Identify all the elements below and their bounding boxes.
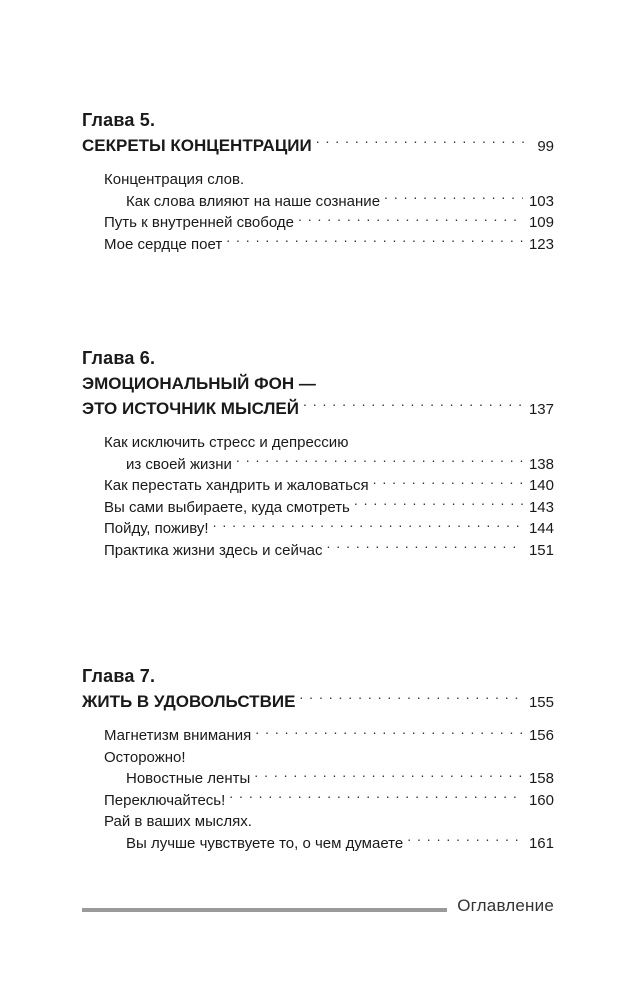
dot-leader xyxy=(226,234,523,249)
chapter-6 xyxy=(82,346,554,561)
page-number: 144 xyxy=(528,520,554,537)
entry-title: Пойду, поживу! xyxy=(104,520,209,537)
page-number: 143 xyxy=(528,498,554,516)
dot-leader xyxy=(384,191,523,206)
page-number: 137 xyxy=(528,401,554,418)
chapter-title-row[interactable] xyxy=(82,689,554,714)
dot-leader xyxy=(303,397,523,414)
entry-title: Как перестать хандрить и жаловаться xyxy=(104,477,369,494)
page-number: 151 xyxy=(528,541,554,559)
page-footer xyxy=(82,893,554,919)
footer-rule xyxy=(82,908,447,912)
page-number: 156 xyxy=(528,727,554,744)
chapter-title-line: ЭМОЦИОНАЛЬНЫЙ ФОН — xyxy=(82,374,316,393)
toc-entry[interactable] xyxy=(104,725,554,747)
chapter-title: ЭТО ИСТОЧНИК МЫСЛЕЙ xyxy=(82,399,299,418)
page-number: 140 xyxy=(528,477,554,494)
entry-heading: Концентрация слов. xyxy=(104,171,245,188)
chapter-label: Глава 5. xyxy=(82,110,156,130)
dot-leader xyxy=(299,690,523,707)
toc-entry[interactable] xyxy=(104,212,554,234)
chapter-title: СЕКРЕТЫ КОНЦЕНТРАЦИИ xyxy=(82,136,312,155)
toc-entry[interactable] xyxy=(104,768,554,790)
dot-leader xyxy=(373,475,523,490)
chapter-entries xyxy=(82,725,554,854)
dot-leader xyxy=(255,725,523,740)
page-number: 161 xyxy=(528,834,554,852)
entry-title: Вы лучше чувствуете то, о чем думаете xyxy=(126,834,404,852)
page-number: 158 xyxy=(528,770,554,787)
chapter-label: Глава 6. xyxy=(82,348,156,368)
dot-leader xyxy=(254,768,523,783)
toc-entry[interactable] xyxy=(104,833,554,855)
entry-heading: Как исключить стресс и депрессию xyxy=(104,434,349,451)
page-number: 160 xyxy=(528,791,554,809)
chapter-title-row[interactable] xyxy=(82,133,554,158)
entry-title: Практика жизни здесь и сейчас xyxy=(104,541,323,559)
toc-entry[interactable] xyxy=(104,454,554,476)
chapter-entries xyxy=(82,169,554,255)
dot-leader xyxy=(354,497,523,512)
entry-heading: Рай в ваших мыслях. xyxy=(104,813,252,830)
dot-leader xyxy=(316,134,532,151)
toc-entry[interactable] xyxy=(104,497,554,519)
entry-title: Путь к внутренней свободе xyxy=(104,214,294,231)
page-number: 123 xyxy=(528,235,554,253)
entry-title: из своей жизни xyxy=(126,455,232,473)
dot-leader xyxy=(298,212,523,227)
entry-title: Переключайтесь! xyxy=(104,791,226,809)
page-number: 103 xyxy=(528,192,554,210)
entry-title: Вы сами выбираете, куда смотреть xyxy=(104,498,350,516)
toc-entry[interactable] xyxy=(104,191,554,213)
page-number: 99 xyxy=(537,138,554,155)
chapter-label: Глава 7. xyxy=(82,666,156,686)
entry-title: Как слова влияют на наше сознание xyxy=(126,192,381,210)
toc-entry[interactable] xyxy=(104,790,554,812)
page-number: 109 xyxy=(528,214,554,231)
dot-leader xyxy=(327,540,523,555)
chapter-5 xyxy=(82,108,554,255)
dot-leader xyxy=(229,790,523,805)
page-number: 155 xyxy=(528,694,554,711)
toc-entry[interactable] xyxy=(104,540,554,562)
dot-leader xyxy=(236,454,523,469)
footer-section-title: Оглавление xyxy=(457,896,554,915)
dot-leader xyxy=(407,833,523,848)
chapter-entries xyxy=(82,432,554,561)
entry-title: Магнетизм внимания xyxy=(104,727,252,744)
chapter-7 xyxy=(82,664,554,854)
entry-title: Новостные ленты xyxy=(126,770,251,787)
chapter-title-row[interactable] xyxy=(82,396,554,421)
toc-entry[interactable] xyxy=(104,234,554,256)
entry-heading: Осторожно! xyxy=(104,748,186,766)
chapter-title: ЖИТЬ В УДОВОЛЬСТВИЕ xyxy=(82,692,296,711)
page-number: 138 xyxy=(528,455,554,473)
toc-entry[interactable] xyxy=(104,518,554,540)
dot-leader xyxy=(213,518,523,533)
toc-entry[interactable] xyxy=(104,475,554,497)
entry-title: Мое сердце поет xyxy=(104,235,223,253)
